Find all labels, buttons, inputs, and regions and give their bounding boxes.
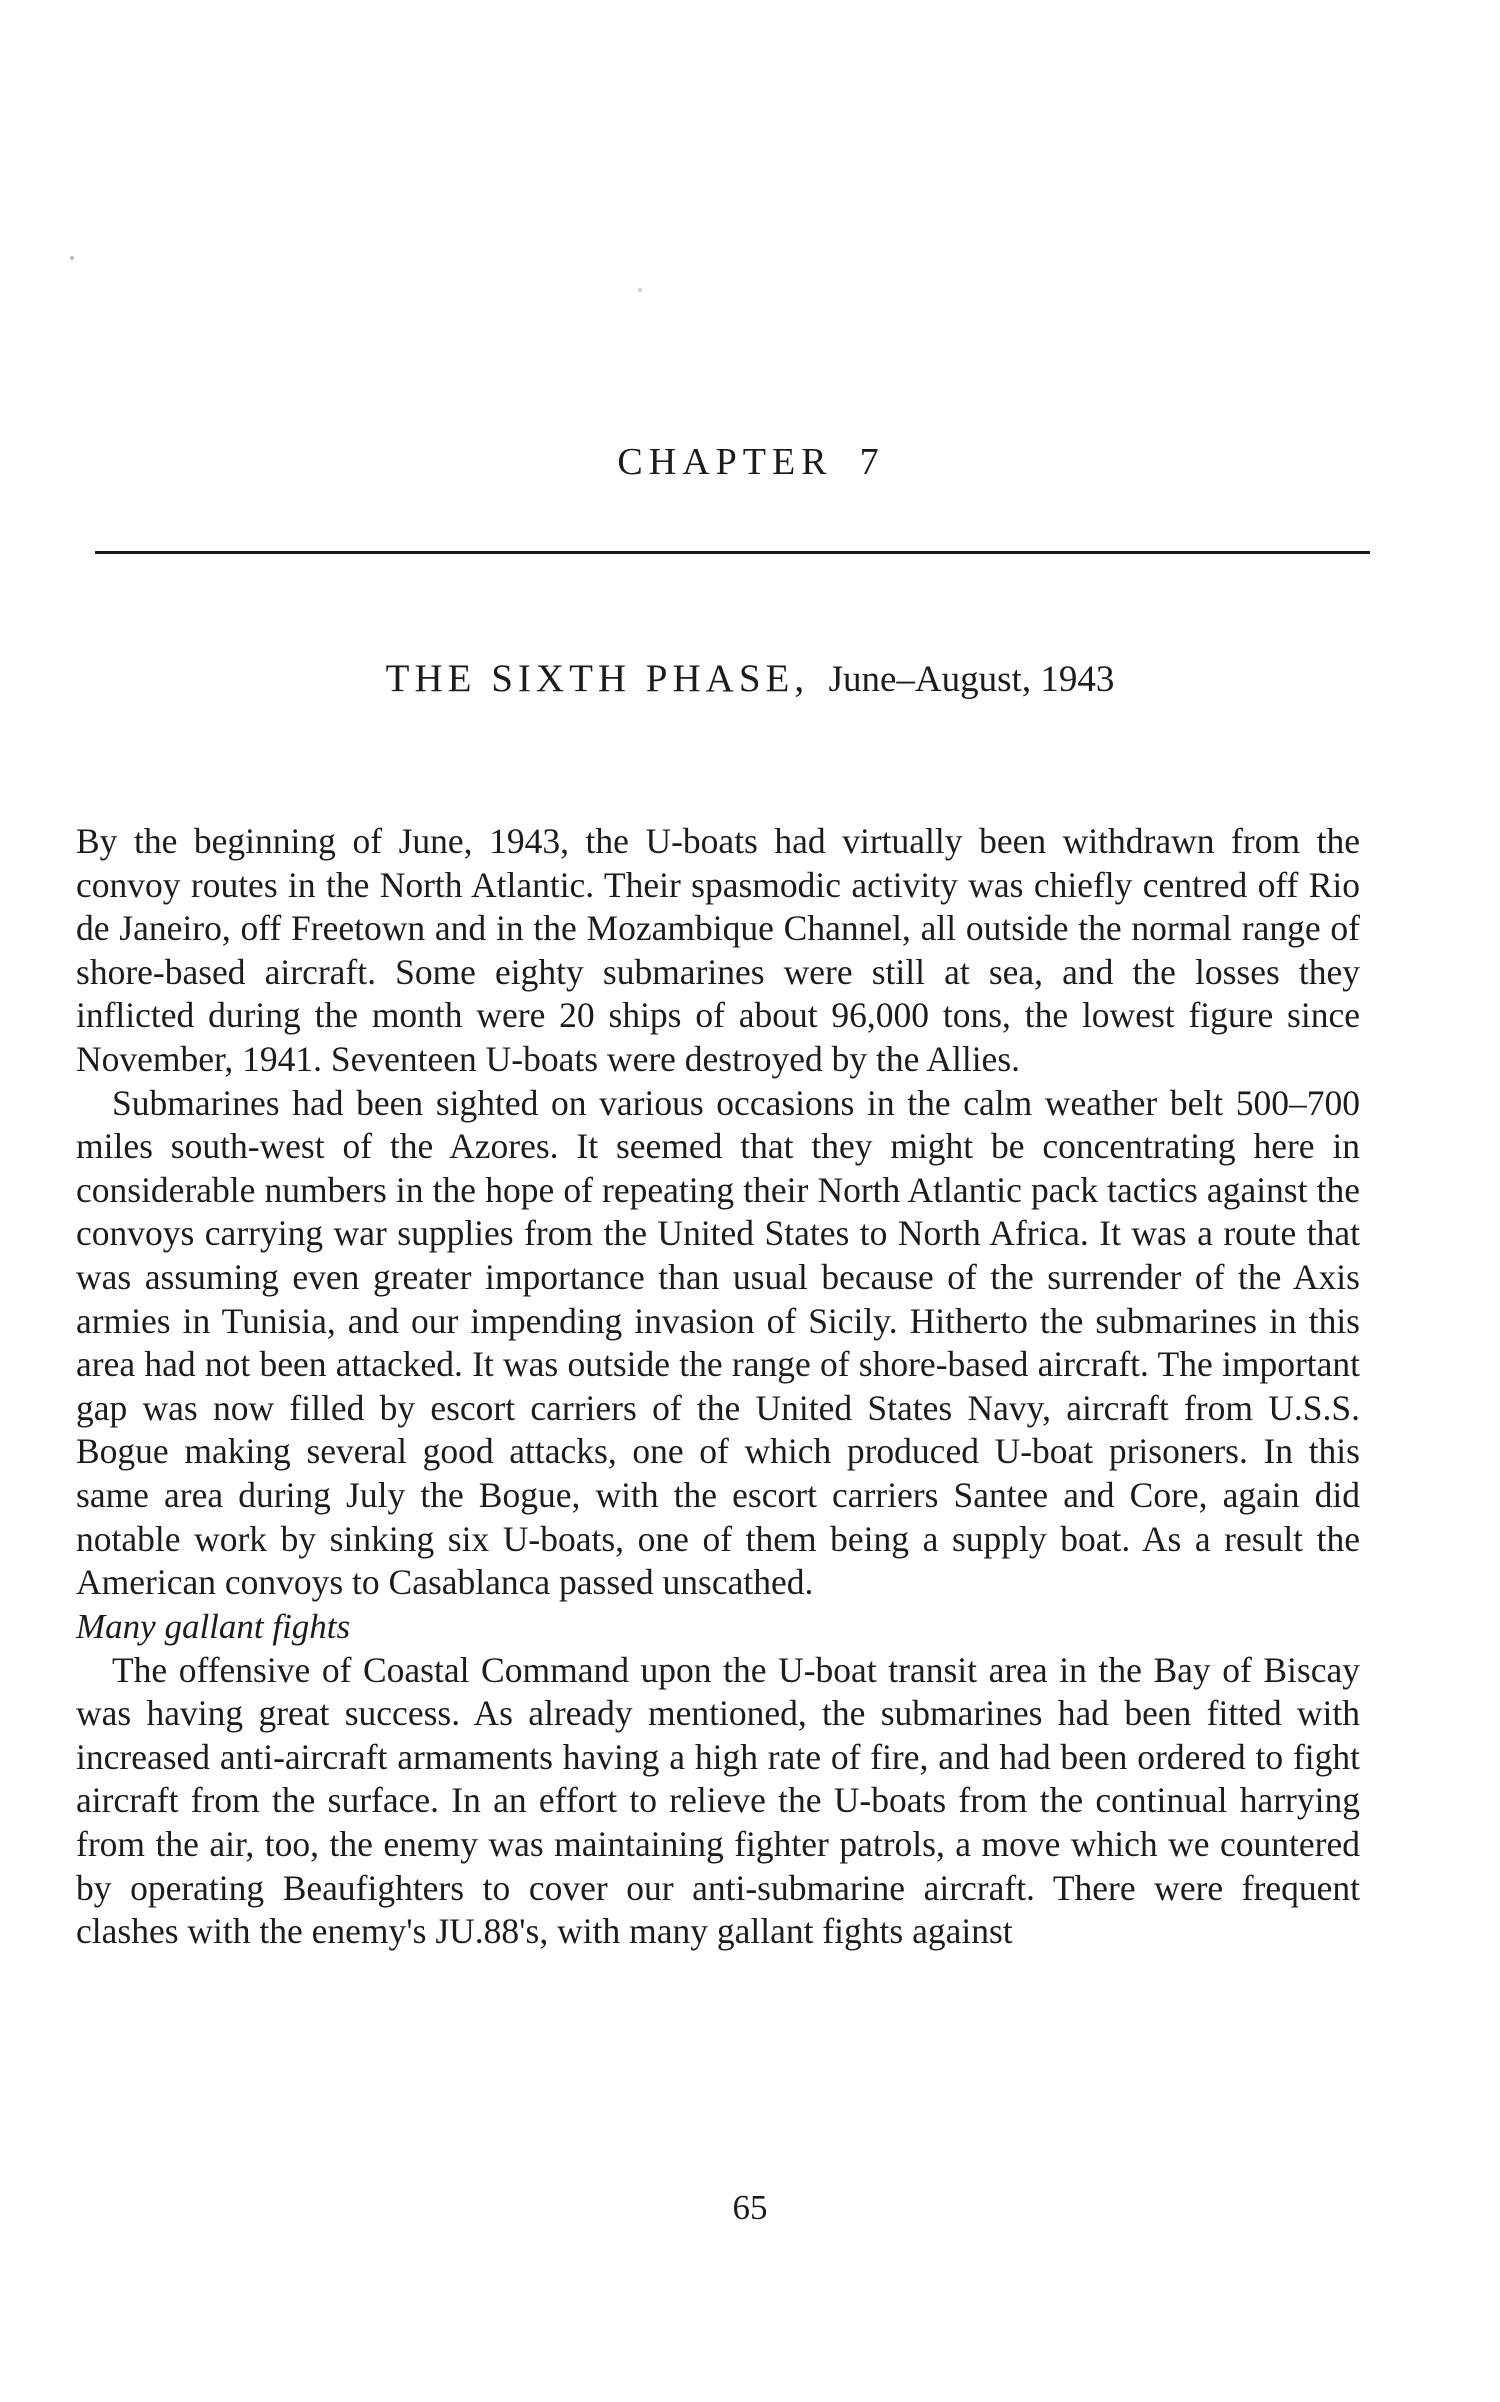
paragraph-2: Submarines had been sighted on various occasions in the calm weather belt 500–700 miles south-west of the Azores. It seemed that they might be concentrating here in considerable numbers in the hope of repeating their North Atlantic pack tactics against the convoys carrying war supplies from the United States to North Africa. It was a route that was assuming even greater importance than usual because of the surrender of the Axis armies in Tunisia, and our impending invasion of Sicily. Hitherto the submarines in this area had not been attacked. It was outside the range of shore-based aircraft. The important gap was now filled by escort carriers of the United States Navy, aircraft from U.S.S. Bogue making several good attacks, one of which produced U-boat prisoners. In this same area during July the Bogue, with the escort carriers Santee and Core, again did notable work by sinking six U-boats, one of them being a supply boat. As a result the American convoys to Casablanca passed unscathed. bbox=[76, 1082, 1360, 1603]
chapter-rule bbox=[95, 551, 1370, 554]
chapter-heading bbox=[0, 440, 1500, 484]
section-dates: June–August, 1943 bbox=[828, 659, 1115, 700]
chapter-label: CHAPTER bbox=[617, 441, 833, 483]
paragraph-3: The offensive of Coastal Command upon the U-boat transit area in the Bay of Biscay was having great success. As already mentioned, the submarines had been fitted with increased anti-aircraft armaments having a high rate of fire, and had been ordered to fight aircraft from the surface. In an effort to relieve the U-boats from the continual harrying from the air, too, the enemy was maintaining fighter patrols, a move which we countered by operating Beaufighters to cover our anti-submarine aircraft. There were frequent clashes with the enemy's JU.88's, with many gallant fights against bbox=[76, 1649, 1360, 1952]
section-title-text: THE SIXTH PHASE, bbox=[385, 657, 810, 700]
page-number: 65 bbox=[732, 2188, 768, 2227]
chapter-number: 7 bbox=[859, 441, 883, 483]
paragraph-1: By the beginning of June, 1943, the U-boats had virtually been withdrawn from the convoy routes in the North Atlantic. Their spasmodic activity was chiefly centred off Rio de Janeiro, off Freetown and in the Mozambique Channel, all outside the normal range of shore-based aircraft. Some eighty submarines were still at sea, and the losses they inflicted during the month were 20 ships of about 96,000 tons, the lowest figure since November, 1941. Seventeen U-boats were destroyed by the Allies. bbox=[76, 821, 1360, 1079]
subheading: Many gallant fights bbox=[76, 1606, 351, 1646]
speck bbox=[70, 256, 74, 260]
body-text bbox=[76, 820, 1360, 1954]
speck bbox=[638, 288, 642, 292]
section-title bbox=[0, 656, 1500, 701]
